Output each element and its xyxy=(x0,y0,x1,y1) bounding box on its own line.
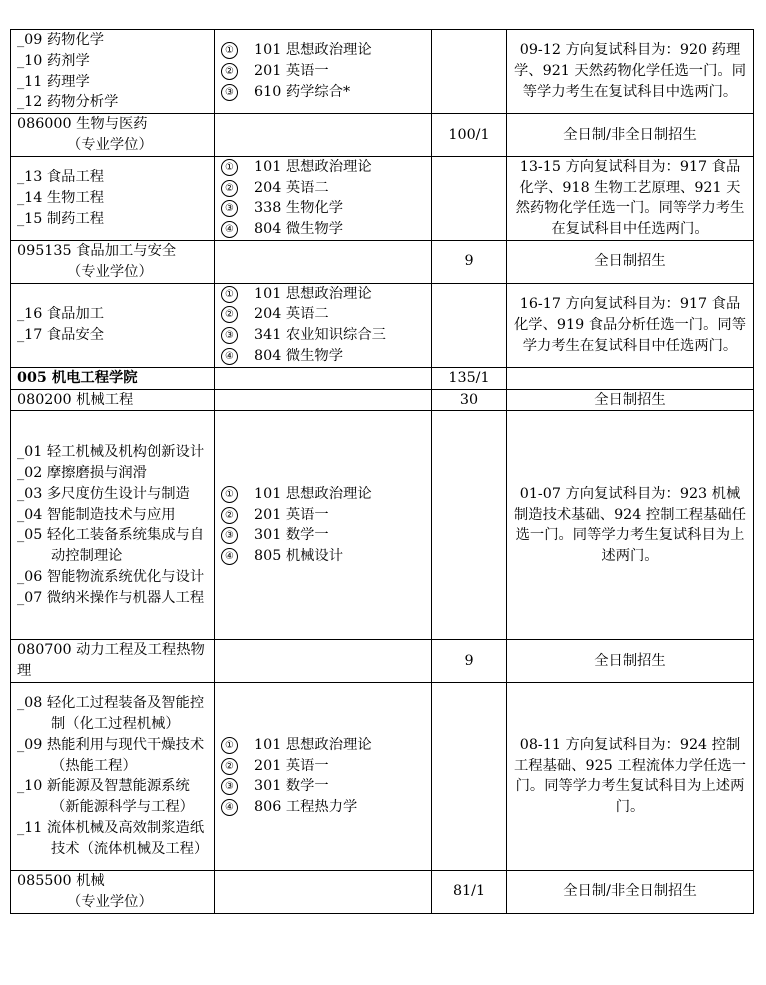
table-row xyxy=(11,870,754,913)
table-row xyxy=(11,367,754,389)
retest-note-text: 08-11 方向复试科目为：924 控制工程基础、925 工程流体力学任选一门。同等学力考生复试科目为上述两门。 xyxy=(514,736,746,816)
enrollment-count-value: 81/1 xyxy=(452,883,486,900)
enrollment-count xyxy=(432,682,507,870)
study-mode-text: 全日制招生 xyxy=(594,253,666,270)
exam-subjects xyxy=(215,389,432,411)
exam-subject xyxy=(221,756,431,777)
retest-note-text: 13-15 方向复试科目为：917 食品化学、918 生物工艺原理、921 天然药物化学任选一门。同等学力考生在复试科目中任选两门。 xyxy=(515,158,745,238)
enrollment-count xyxy=(432,283,507,367)
circled-number: ④ xyxy=(221,348,238,365)
enrollment-count xyxy=(432,367,507,389)
exam-subject xyxy=(221,157,431,178)
research-directions xyxy=(11,411,215,640)
study-mode xyxy=(507,640,754,683)
enrollment-count xyxy=(432,411,507,640)
college-name-text: 005 机电工程学院 xyxy=(17,369,138,386)
subject-text: 338 生物化学 xyxy=(254,200,344,217)
study-mode-text: 全日制招生 xyxy=(594,652,666,669)
degree-type: （专业学位） xyxy=(67,263,153,280)
retest-note xyxy=(507,411,754,640)
subject-text: 341 农业知识综合三 xyxy=(254,327,386,344)
major-code: 080700 动力工程及工程热物理 xyxy=(17,642,205,680)
exam-subject xyxy=(221,505,431,526)
subject-text: 201 英语一 xyxy=(254,63,329,80)
enrollment-count xyxy=(432,240,507,283)
exam-subject xyxy=(221,776,431,797)
enrollment-count xyxy=(432,30,507,114)
direction-item: _10 新能源及智慧能源系统（新能源科学与工程） xyxy=(17,778,194,816)
direction-item: _10 药剂学 xyxy=(17,52,90,69)
circled-number: ① xyxy=(221,737,238,754)
direction-item: _08 轻化工过程装备及智能控制（化工过程机械） xyxy=(17,695,205,733)
study-mode-text: 全日制/非全日制招生 xyxy=(563,126,697,143)
circled-number: ④ xyxy=(221,799,238,816)
exam-subject xyxy=(221,484,431,505)
research-directions xyxy=(11,156,215,240)
table-row xyxy=(11,156,754,240)
exam-subject xyxy=(221,525,431,546)
direction-item: _15 制药工程 xyxy=(17,210,105,227)
subject-text: 201 英语一 xyxy=(254,757,329,774)
circled-number: ③ xyxy=(221,200,238,217)
exam-subject xyxy=(221,284,431,305)
circled-number: ③ xyxy=(221,778,238,795)
exam-subject xyxy=(221,198,431,219)
subject-text: 806 工程热力学 xyxy=(254,799,358,816)
enrollment-count-value: 30 xyxy=(459,391,479,408)
exam-subjects xyxy=(215,870,432,913)
direction-item: _01 轻工机械及机构创新设计 xyxy=(17,444,205,461)
subject-text: 204 英语二 xyxy=(254,179,329,196)
major-code: 086000 生物与医药 xyxy=(17,116,148,133)
major-name xyxy=(11,240,215,283)
subject-text: 204 英语二 xyxy=(254,306,329,323)
major-name xyxy=(11,640,215,683)
retest-note xyxy=(507,156,754,240)
subject-text: 610 药学综合* xyxy=(254,83,351,100)
subject-text: 101 思想政治理论 xyxy=(254,158,372,175)
enrollment-count xyxy=(432,389,507,411)
table-row xyxy=(11,411,754,640)
exam-subjects xyxy=(215,156,432,240)
exam-subject xyxy=(221,304,431,325)
study-mode-text: 全日制/非全日制招生 xyxy=(563,883,697,900)
table-row xyxy=(11,640,754,683)
enrollment-count xyxy=(432,870,507,913)
college-name xyxy=(11,367,215,389)
degree-type: （专业学位） xyxy=(67,136,153,153)
direction-item: _12 药物分析学 xyxy=(17,94,119,111)
table-row xyxy=(11,389,754,411)
enrollment-count xyxy=(432,640,507,683)
circled-number: ② xyxy=(221,180,238,197)
research-directions xyxy=(11,30,215,114)
direction-item: _09 热能利用与现代干燥技术（热能工程） xyxy=(17,736,205,774)
retest-note-text: 16-17 方向复试科目为：917 食品化学、919 食品分析任选一门。同等学力考生在复试科目中任选两门。 xyxy=(514,295,746,354)
circled-number: ① xyxy=(221,159,238,176)
table-row xyxy=(11,30,754,114)
retest-note-text: 01-07 方向复试科目为：923 机械制造技术基础、924 控制工程基础任选一门。同等学力考生复试科目为上述两门。 xyxy=(514,485,746,565)
study-mode xyxy=(507,114,754,157)
direction-item: _09 药物化学 xyxy=(17,32,105,48)
study-mode xyxy=(507,389,754,411)
subject-text: 804 微生物学 xyxy=(254,221,344,238)
enrollment-count-value: 9 xyxy=(464,652,474,669)
direction-item: _11 流体机械及高效制浆造纸技术（流体机械及工程） xyxy=(17,820,209,857)
direction-item: _03 多尺度仿生设计与制造 xyxy=(17,485,190,502)
exam-subjects xyxy=(215,283,432,367)
direction-item: _04 智能制造技术与应用 xyxy=(17,506,176,523)
major-code: 085500 机械 xyxy=(17,872,105,889)
major-name xyxy=(11,389,215,411)
exam-subject xyxy=(221,346,431,367)
subject-text: 301 数学一 xyxy=(254,778,329,795)
subject-text: 805 机械设计 xyxy=(254,548,344,565)
circled-number: ④ xyxy=(221,221,238,238)
exam-subject xyxy=(221,219,431,240)
subject-text: 101 思想政治理论 xyxy=(254,736,372,753)
major-code: 095135 食品加工与安全 xyxy=(17,242,177,259)
major-code: 080200 机械工程 xyxy=(17,391,134,408)
exam-subject xyxy=(221,61,431,82)
subject-text: 804 微生物学 xyxy=(254,347,344,364)
research-directions xyxy=(11,283,215,367)
circled-number: ③ xyxy=(221,527,238,544)
exam-subject xyxy=(221,40,431,61)
enrollment-count xyxy=(432,156,507,240)
exam-subject xyxy=(221,325,431,346)
major-name xyxy=(11,114,215,157)
table-row xyxy=(11,283,754,367)
circled-number: ② xyxy=(221,306,238,323)
direction-item: _14 生物工程 xyxy=(17,189,105,206)
direction-item: _17 食品安全 xyxy=(17,327,105,344)
admissions-table xyxy=(10,29,754,914)
circled-number: ② xyxy=(221,507,238,524)
exam-subjects xyxy=(215,640,432,683)
retest-note xyxy=(507,682,754,870)
subject-text: 201 英语一 xyxy=(254,506,329,523)
major-name xyxy=(11,870,215,913)
direction-item: _16 食品加工 xyxy=(17,306,105,323)
exam-subject xyxy=(221,546,431,567)
exam-subjects xyxy=(215,411,432,640)
subject-text: 101 思想政治理论 xyxy=(254,285,372,302)
subject-text: 101 思想政治理论 xyxy=(254,42,372,59)
study-mode-text: 全日制招生 xyxy=(594,391,666,408)
retest-note xyxy=(507,283,754,367)
exam-subjects xyxy=(215,114,432,157)
exam-subject xyxy=(221,735,431,756)
circled-number: ② xyxy=(221,63,238,80)
table-row xyxy=(11,114,754,157)
enrollment-count-value: 100/1 xyxy=(448,126,490,143)
retest-note xyxy=(507,30,754,114)
direction-item: _11 药理学 xyxy=(17,73,90,90)
exam-subjects xyxy=(215,682,432,870)
circled-number: ③ xyxy=(221,327,238,344)
exam-subjects xyxy=(215,367,432,389)
circled-number: ① xyxy=(221,486,238,503)
exam-subject xyxy=(221,82,431,103)
direction-item: _05 轻化工装备系统集成与自动控制理论 xyxy=(17,527,205,565)
direction-item: _06 智能物流系统优化与设计 xyxy=(17,568,205,585)
subject-text: 301 数学一 xyxy=(254,527,329,544)
subject-text: 101 思想政治理论 xyxy=(254,485,372,502)
retest-note-text: 09-12 方向复试科目为：920 药理学、921 天然药物化学任选一门。同等学力考生在复试科目中选两门。 xyxy=(514,42,746,100)
exam-subjects xyxy=(215,240,432,283)
direction-item: _13 食品工程 xyxy=(17,169,105,186)
enrollment-count-value: 135/1 xyxy=(448,369,490,386)
degree-type: （专业学位） xyxy=(67,893,153,910)
table-row xyxy=(11,682,754,870)
study-mode xyxy=(507,870,754,913)
circled-number: ③ xyxy=(221,84,238,101)
circled-number: ④ xyxy=(221,548,238,565)
circled-number: ② xyxy=(221,758,238,775)
study-mode xyxy=(507,240,754,283)
direction-item: _07 微纳米操作与机器人工程 xyxy=(17,589,205,606)
table-row xyxy=(11,240,754,283)
enrollment-count xyxy=(432,114,507,157)
research-directions xyxy=(11,682,215,870)
exam-subjects xyxy=(215,30,432,114)
enrollment-count-value: 9 xyxy=(464,253,474,270)
circled-number: ① xyxy=(221,42,238,59)
circled-number: ① xyxy=(221,286,238,303)
exam-subject xyxy=(221,797,431,818)
study-mode xyxy=(507,367,754,389)
direction-item: _02 摩擦磨损与润滑 xyxy=(17,464,147,481)
exam-subject xyxy=(221,178,431,199)
